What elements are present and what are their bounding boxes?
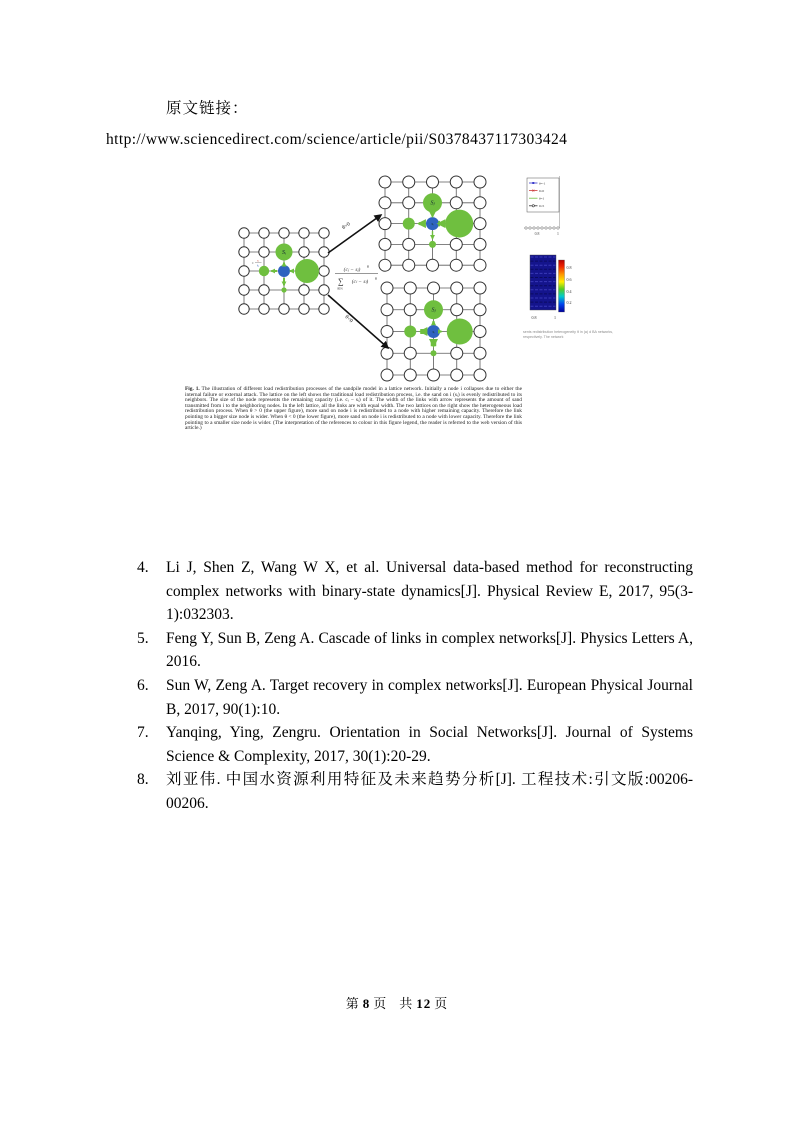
heatmap-panel [530,255,572,320]
lattice-node [474,326,486,338]
lattice-node [279,228,289,238]
mini-plot-point [545,227,547,229]
source-link-label: 原文链接： [166,100,249,117]
green-node-left [404,326,416,338]
lattice-node [474,304,486,316]
article-url-link[interactable]: http://www.sciencedirect.com/science/article/pii/S0378437117303424 [106,131,568,148]
lattice-node [403,176,415,188]
theta-positive-label: θ>0 [341,221,352,232]
heatmap-xtick-08: 0.8 [531,315,537,320]
footer-page-unit: 页 [373,996,388,1011]
lattice-theta-positive [379,176,486,271]
reference-text: Feng Y, Sun B, Zeng A. Cascade of links in complex networks[J]. Physics Letters A, 2016. [166,629,693,671]
lattice-node [319,266,329,276]
lattice-node [427,176,439,188]
mini-plot-point [557,227,559,229]
lattice-node [404,347,416,359]
lattice-node [450,176,462,188]
figure-caption-number: Fig. 1. [185,386,200,392]
lattice-node [474,197,486,209]
figure-caption [185,387,522,432]
lattice-node [379,218,391,230]
lattice-traditional [239,228,329,314]
legend-label: θ=5 [539,204,545,209]
lattice-node [381,282,393,294]
lattice-node [379,259,391,271]
mini-plot-point [529,227,531,229]
lattice-node [474,347,486,359]
lattice-node [299,228,309,238]
lattice-node [451,304,463,316]
mini-plot-point [533,227,535,229]
lattice-node [319,285,329,295]
colorbar-tick-06: 0.6 [566,277,572,282]
reference-item [137,674,693,721]
footer-prefix: 第 [345,996,360,1011]
green-node-bottom [429,241,436,248]
figure-1-image [185,170,625,448]
formula-numerator: (cⱼ − sⱼ) [343,267,361,273]
lattice-node [259,285,269,295]
lattice-node [451,347,463,359]
legend-label: θ=1 [539,196,545,201]
lattice-node [403,197,415,209]
lattice-node [239,266,249,276]
colorbar [559,260,565,312]
reference-number: 7. [137,724,149,742]
reference-number: 6. [137,676,149,694]
heatmap-image [530,255,556,310]
green-node-right [295,259,319,283]
lattice-node [451,282,463,294]
lattice-node [381,326,393,338]
lattice-node [474,176,486,188]
lattice-node [239,247,249,257]
reference-number: 5. [137,629,149,647]
reference-text: Li J, Shen Z, Wang W X, et al. Universal data-based method for reconstructing complex networks with binary-state dynamics[J]. Physical Review E, 2017, 95(3-1):032303. [166,559,693,624]
lattice-theta-negative [381,282,486,381]
lattice-node [319,304,329,314]
footer-total-unit: 页 [434,996,449,1011]
failed-node-blue [278,265,290,277]
lattice-node [381,304,393,316]
lattice-node [428,282,440,294]
mini-axis-tick-1: 1 [557,232,559,236]
redistribution-formula [335,265,378,291]
lattice-node [379,238,391,250]
lattice-node [450,238,462,250]
reference-item [137,721,693,768]
node-label-S: Sⱼ [431,307,436,314]
lattice-node [299,304,309,314]
lattice-node [403,259,415,271]
mini-plot-markers [525,227,559,229]
mini-plot-point [549,227,551,229]
legend-label: θ=0 [539,188,545,193]
colorbar-tick-02: 0.2 [566,300,572,305]
lattice-node [404,304,416,316]
lattice-node [451,369,463,381]
lattice-node [379,197,391,209]
reference-text: 刘亚伟. 中国水资源利用特征及未来趋势分析[J]. 工程技术:引文版:00206-00206. [166,771,693,812]
green-node-left [256,263,269,276]
lattice-node [428,369,440,381]
heatmap-xtick-1: 1 [554,315,556,320]
annotation-star: ∗ [251,261,255,265]
lattice-node [239,304,249,314]
reference-item [137,768,693,815]
lattice-node [474,282,486,294]
theta-negative-label: θ<0 [343,314,354,325]
lattice-node [259,228,269,238]
footer-total-label: 共 [399,996,414,1011]
lattice-node [239,228,249,238]
reference-text: Sun W, Zeng A. Target recovery in complex networks[J]. European Physical Journal B, 2017, 90(1):10. [166,676,693,718]
lattice-node [279,304,289,314]
lattice-node [381,347,393,359]
legend-label: θ=-1 [539,181,546,186]
lattice-node [319,228,329,238]
node-label-s: sᵢ [431,222,434,227]
lattice-node [239,285,249,295]
lattice-node [404,369,416,381]
lattice-node [299,285,309,295]
lattice-node [299,247,309,257]
node-label-S: Sᵢ [282,249,286,256]
figure-caption-text: The illustration of different load redistribution processes of the sandpile model in a lattice network. Initially a node i collapses due to either the internal failure or external attack. The lattice on the left shows the traditional load redistribution process, i.e. the sand on i (sᵢ) is evenly redistributed to its neighbors. The size of the node represents the remaining capacity (i.e. cᵢ − sᵢ) of it. The width of the links with arrow represents the amount of sand transmitted from i to the neighboring nodes. In the left lattice, all the links are with equal width. The two lattices on the right show the heterogeneous load redistribution process. When θ > 0 (the upper figure), more sand on node i is redistributed to a node with higher remaining capacity. Therefore the link pointing to a bigger size node is wider. When θ < 0 (the lower figure), more sand on node i is redistributed to a node with lower capacity. Therefore the link pointing to a smaller size node is wider. (The interpretation of the references to colour in this figure legend, the reader is referred to the web version of this article.) [185,386,522,432]
mini-plot-point [537,227,539,229]
formula-numerator-exponent: θ [367,265,369,269]
formula-denominator: (cₗ − sₗ) [351,279,369,285]
lattice-node [319,247,329,257]
formula-sigma: ∑ [338,277,344,286]
annotation-denominator: kᵢ [256,263,260,268]
node-label-S: Sⱼ [430,200,435,207]
legend-panel [524,176,560,236]
mini-axis-tick-08: 0.8 [534,232,540,236]
footer-total-number: 12 [416,996,432,1011]
green-node-right [447,319,473,345]
footer-page-number: 8 [362,996,371,1011]
node-label-s: sᵢ [432,330,435,334]
lattice-node [474,218,486,230]
reference-number: 4. [137,559,149,576]
green-node-bottom [431,350,437,356]
colorbar-tick-04: 0.4 [566,289,572,294]
annotation-numerator: sᵢ [257,258,259,263]
heatmap-side-caption: sents redistribution heterogeneity θ in (a) d BA networks, respectively. The network [523,330,614,339]
green-node-left [403,218,415,230]
lattice-node [474,238,486,250]
lattice-node [474,369,486,381]
green-node-bottom [281,287,286,292]
lattice-node [403,238,415,250]
formula-denominator-exponent: θ [375,277,377,281]
reference-item [137,556,693,627]
lattice-node [381,369,393,381]
reference-number: 8. [137,771,149,789]
reference-list [137,556,693,816]
green-node-right [445,210,473,238]
colorbar-tick-08: 0.8 [566,265,572,270]
lattice-node [259,247,269,257]
page-footer [0,993,794,1012]
formula-sigma-subscript: l∈Nᵢ [336,286,344,291]
reference-text: Yanqing, Ying, Zengru. Orientation in Social Networks[J]. Journal of Systems Science & Complexity, 2017, 30(1):20-29. [166,724,693,765]
lattice-node [474,259,486,271]
lattice-node [450,197,462,209]
mini-plot-point [525,227,527,229]
lattice-node [259,304,269,314]
lattice-node [379,176,391,188]
lattice-node [450,259,462,271]
mini-plot-point [541,227,543,229]
reference-item [137,627,693,674]
lattice-node [404,282,416,294]
mini-plot-point [553,227,555,229]
lattice-node [427,259,439,271]
